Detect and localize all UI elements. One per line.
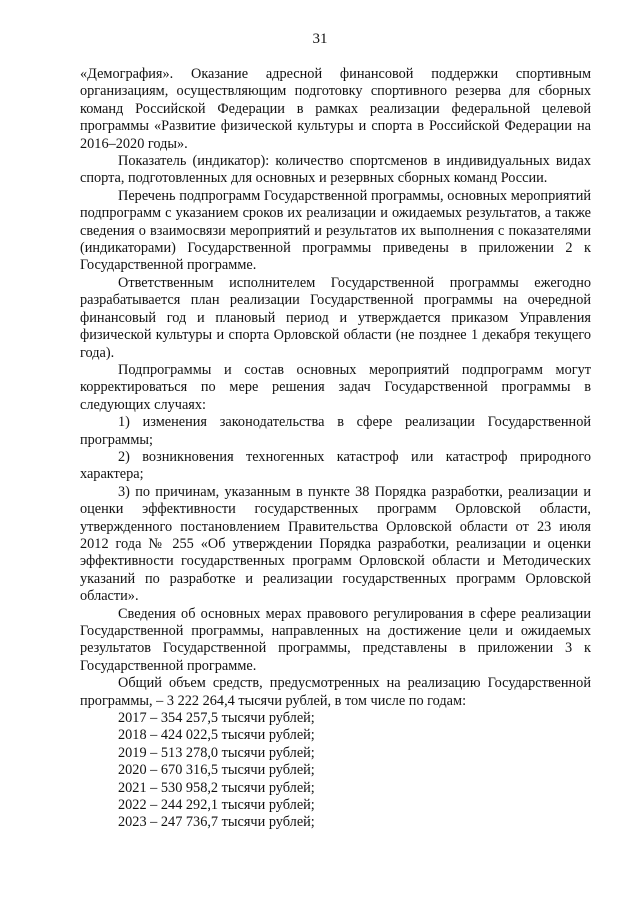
list-item-case-3: 3) по причинам, указанным в пункте 38 Порядка разработки, реализации и оценки эффективности государственных программ Орловской области, утвержденного постановлением Правительства Орловской области от 23 июля 2012 года № 255 «Об утверждении Порядка разработки, реализации и оценки эффективности государственных программ Орловской области и Методических указаний по разработке и реализации государственных программ Орловской области».	[80, 483, 591, 605]
list-item-case-2: 2) возникновения техногенных катастроф или катастроф природного характера;	[80, 448, 591, 483]
funding-by-year-list	[80, 710, 591, 832]
funding-year-2022: 2022 – 244 292,1 тысячи рублей;	[118, 797, 315, 814]
funding-year-2018: 2018 – 424 022,5 тысячи рублей;	[118, 727, 315, 744]
list-item-case-1: 1) изменения законодательства в сфере реализации Государственной программы;	[80, 414, 591, 448]
paragraph-indicator: Показатель (индикатор): количество спортсменов в индивидуальных видах спорта, подготовленных для основных и резервных сборных команд России.	[80, 153, 591, 187]
funding-year-2021: 2021 – 530 958,2 тысячи рублей;	[118, 779, 315, 796]
paragraph-adjustment-cases: Подпрограммы и состав основных мероприятий подпрограмм могут корректироваться по мере решения задач Государственной программы в следующих случаях:	[80, 361, 591, 413]
paragraph-responsible-executor: Ответственным исполнителем Государственной программы ежегодно разрабатывается план реализации Государственной программы на очередной финансовый год и плановый период и утверждается приказом Управления физической культуры и спорта Орловской области (не позднее 1 декабря текущего года).	[80, 274, 591, 361]
page-number: 31	[312, 31, 328, 47]
funding-year-2019: 2019 – 513 278,0 тысячи рублей;	[118, 744, 315, 761]
paragraph-legal-regulation: Сведения об основных мерах правового регулирования в сфере реализации Государственной программы, направленных на достижение цели и ожидаемых результатов Государственной программы, представлены в приложении 3 к Государственной программе.	[80, 605, 591, 674]
funding-year-2023: 2023 – 247 736,7 тысячи рублей;	[118, 814, 315, 831]
document-body	[80, 66, 591, 832]
funding-year-2017: 2017 – 354 257,5 тысячи рублей;	[118, 710, 315, 727]
paragraph-subprogram-list: Перечень подпрограмм Государственной программы, основных мероприятий подпрограмм с указанием сроков их реализации и ожидаемых результатов, а также сведения о взаимосвязи мероприятий и результатов их выполнения с показателями (индикаторами) Государственной программы приведены в приложении 2 к Государственной программе.	[80, 187, 591, 274]
funding-year-2020: 2020 – 670 316,5 тысячи рублей;	[118, 762, 315, 779]
paragraph-demography: «Демография». Оказание адресной финансовой поддержки спортивным организациям, осуществляющим подготовку спортивного резерва для сборных команд Российской Федерации в рамках реализации федеральной целевой программы «Развитие физической культуры и спорта в Российской Федерации на 2016–2020 годы».	[80, 66, 591, 152]
paragraph-total-funding: Общий объем средств, предусмотренных на реализацию Государственной программы, – 3 222 264,4 тысячи рублей, в том числе по годам:	[80, 675, 591, 709]
